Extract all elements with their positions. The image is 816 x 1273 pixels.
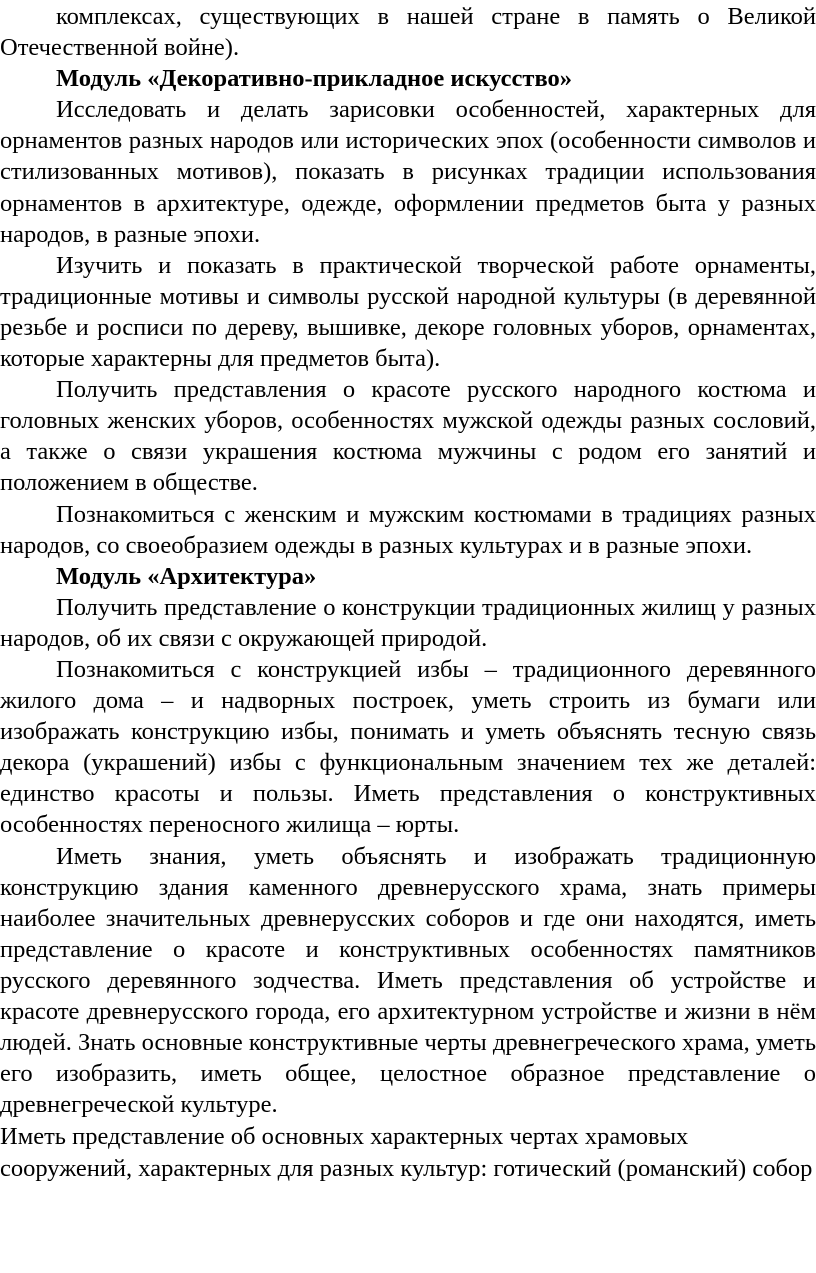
paragraph: Познакомиться с конструкцией избы – традиционного деревянного жилого дома – и надворных построек, уметь строить из бумаги или изображать конструкцию избы, понимать и уметь объяснять тесную связь декора (украшений) избы с функциональным значением тех же деталей: единство красоты и пользы. Иметь представления о конструктивных особенностях переносного жилища – юрты. [0, 655, 816, 839]
module-heading-decorative-art: Модуль «Декоративно-прикладное искусство» [56, 65, 573, 93]
paragraph: Исследовать и делать зарисовки особенностей, характерных для орнаментов разных народов или исторических эпох (особенности символов и стилизованных мотивов), показать в рисунках традиции использования орнаментов в архитектуре, одежде, оформлении предметов быта у разных народов, в разные эпохи. [0, 96, 816, 248]
paragraph: Изучить и показать в практической творческой работе орнаменты, традиционные мотивы и символы русской народной культуры (в деревянной резьбе и росписи по дереву, вышивке, декоре головных уборов, орнаментах, которые характерны для предметов быта). [0, 251, 816, 373]
module-heading-architecture: Модуль «Архитектура» [56, 562, 317, 590]
paragraph: Познакомиться с женским и мужским костюмами в традициях разных народов, со своеобразием одежды в разных культурах и в разные эпохи. [0, 500, 816, 559]
paragraph-unindented: Иметь представление об основных характерных чертах храмовых сооружений, характерных для разных культур: готический (романский) собор [0, 1123, 813, 1182]
paragraph: Иметь знания, уметь объяснять и изображать традиционную конструкцию здания каменного древнерусского храма, знать примеры наиболее значительных древнерусских соборов и где они находятся, иметь представление о красоте и конструктивных особенностях памятников русского деревянного зодчества. Иметь представления об устройстве и красоте древнерусского города, его архитектурном устройстве и жизни в нём людей. Знать основные конструктивные черты древнегреческого храма, уметь его изобразить, иметь общее, целостное образное представление о древнегреческой культуре. [0, 842, 816, 1119]
paragraph: Получить представление о конструкции традиционных жилищ у разных народов, об их связи с окружающей природой. [0, 593, 816, 652]
paragraph-continuation: комплексах, существующих в нашей стране в память о Великой Отечественной войне). [0, 3, 816, 62]
paragraph: Получить представления о красоте русского народного костюма и головных женских уборов, особенностях мужской одежды разных сословий, а также о связи украшения костюма мужчины с родом его занятий и положением в обществе. [0, 376, 816, 497]
